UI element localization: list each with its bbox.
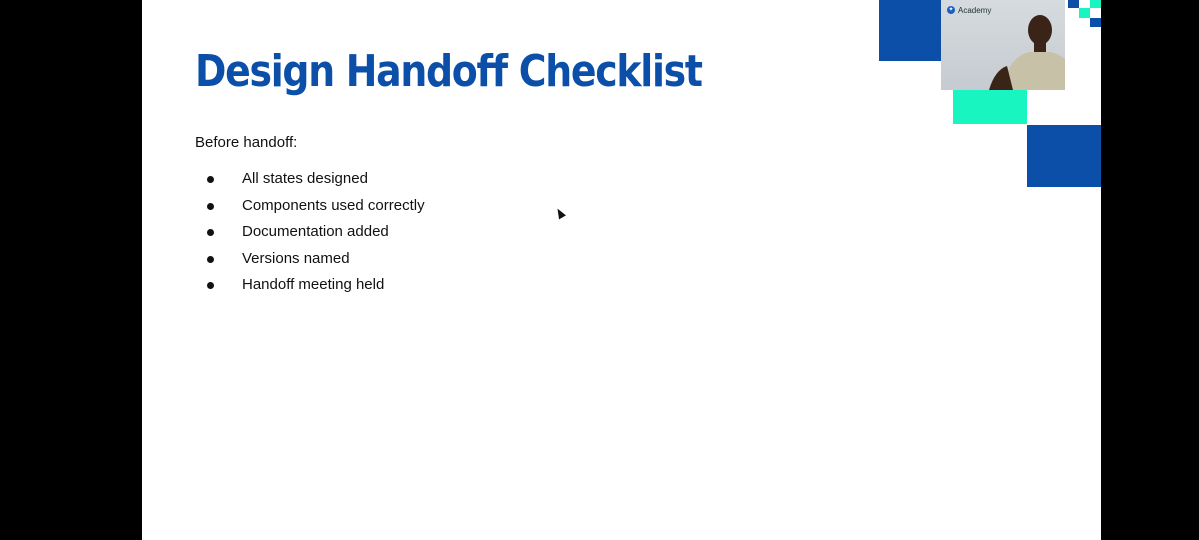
bullet-icon xyxy=(207,229,214,236)
checklist-item xyxy=(195,168,425,195)
checklist-item xyxy=(195,248,425,275)
checklist-item xyxy=(195,221,425,248)
checklist-item xyxy=(195,274,425,301)
academy-logo-text: Academy xyxy=(958,5,992,15)
decorative-square xyxy=(1027,125,1101,187)
slide-title: Design Handoff Checklist xyxy=(195,46,702,97)
decorative-square xyxy=(1079,8,1090,18)
bullet-icon xyxy=(207,282,214,289)
bullet-icon xyxy=(207,176,214,183)
checklist-intro: Before handoff: xyxy=(195,134,298,151)
decorative-square xyxy=(1068,0,1079,8)
presenter-avatar xyxy=(985,6,1065,90)
bullet-icon xyxy=(207,203,214,210)
mouse-cursor-icon xyxy=(554,207,566,220)
decorative-square xyxy=(879,0,941,61)
checklist-item-label: Documentation added xyxy=(242,223,389,240)
checklist-item-label: Handoff meeting held xyxy=(242,276,385,293)
checklist-item-label: All states designed xyxy=(242,170,368,187)
decorative-square xyxy=(1090,18,1101,27)
checklist-item-label: Components used correctly xyxy=(242,196,425,214)
bullet-icon xyxy=(207,256,214,263)
academy-logo-icon: ✦ xyxy=(948,7,954,13)
checklist xyxy=(195,168,425,301)
decorative-square xyxy=(1090,0,1101,8)
checklist-item-label: Versions named xyxy=(242,249,350,267)
decorative-square xyxy=(953,89,1027,124)
checklist-item xyxy=(195,195,425,222)
webcam-overlay xyxy=(941,0,1065,90)
